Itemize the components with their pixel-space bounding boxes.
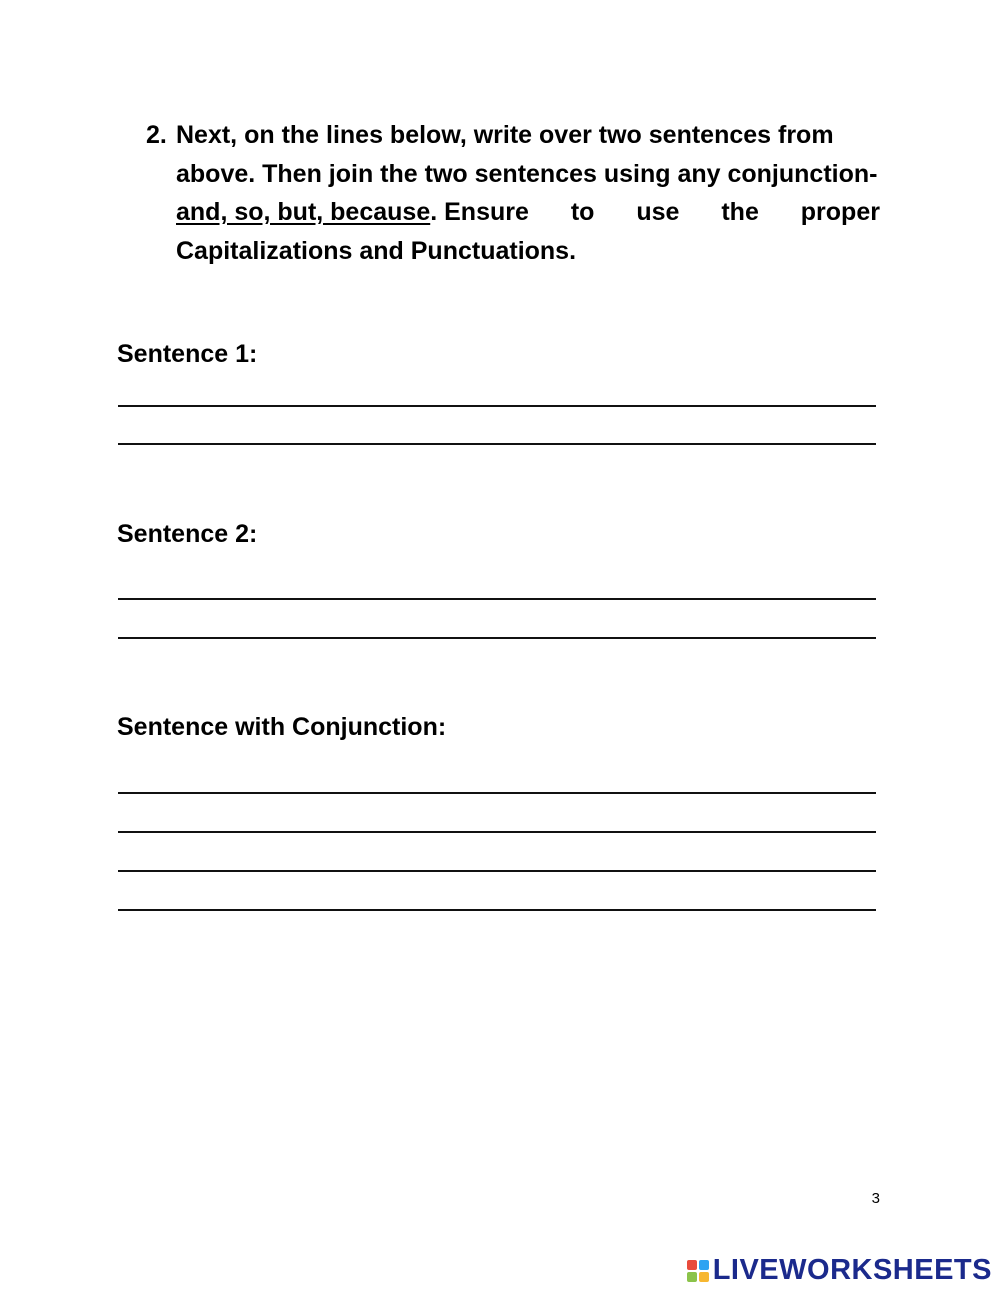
instruction-word: . Ensure: [430, 198, 529, 226]
instruction-number: 2.: [146, 121, 167, 149]
instruction-word: proper: [800, 198, 880, 226]
instruction-line-1: [146, 116, 880, 155]
liveworksheets-brand[interactable]: [687, 1254, 992, 1287]
instruction-line-2: [146, 155, 880, 194]
logo-square: [699, 1260, 709, 1270]
instruction-line1-text: Next, on the lines below, write over two sentences from: [176, 121, 834, 149]
conjunction-answer-line[interactable]: [118, 831, 876, 833]
liveworksheets-logo-icon: [687, 1260, 709, 1282]
page-number: 3: [871, 1190, 880, 1207]
conjunction-answer-line[interactable]: [118, 870, 876, 872]
conjunction-answer-line[interactable]: [118, 909, 876, 911]
brand-name: LIVEWORKSHEETS: [712, 1254, 992, 1286]
instruction-line2-text: above. Then join the two sentences using any conjunction-: [176, 159, 878, 188]
conjunction-answer-line[interactable]: [118, 792, 876, 794]
instruction-word: to: [570, 198, 595, 226]
instruction-text: [146, 116, 880, 270]
sentence-1-answer-line[interactable]: [118, 405, 876, 407]
sentence-1-answer-line[interactable]: [118, 443, 876, 445]
sentence-2-label: Sentence 2:: [117, 520, 258, 548]
logo-square: [687, 1272, 697, 1282]
instruction-line4-text: Capitalizations and Punctuations.: [176, 236, 577, 265]
conjunction-list: and, so, but, because: [176, 198, 431, 226]
sentence-2-answer-line[interactable]: [118, 598, 876, 600]
conjunction-sentence-label: Sentence with Conjunction:: [117, 713, 447, 741]
instruction-word: use: [636, 198, 680, 226]
sentence-1-label: Sentence 1:: [117, 340, 258, 368]
logo-square: [687, 1260, 697, 1270]
instruction-line-3: [146, 193, 880, 232]
instruction-line-4: [146, 232, 880, 271]
instruction-word: the: [721, 198, 759, 226]
logo-square: [699, 1272, 709, 1282]
sentence-2-answer-line[interactable]: [118, 637, 876, 639]
